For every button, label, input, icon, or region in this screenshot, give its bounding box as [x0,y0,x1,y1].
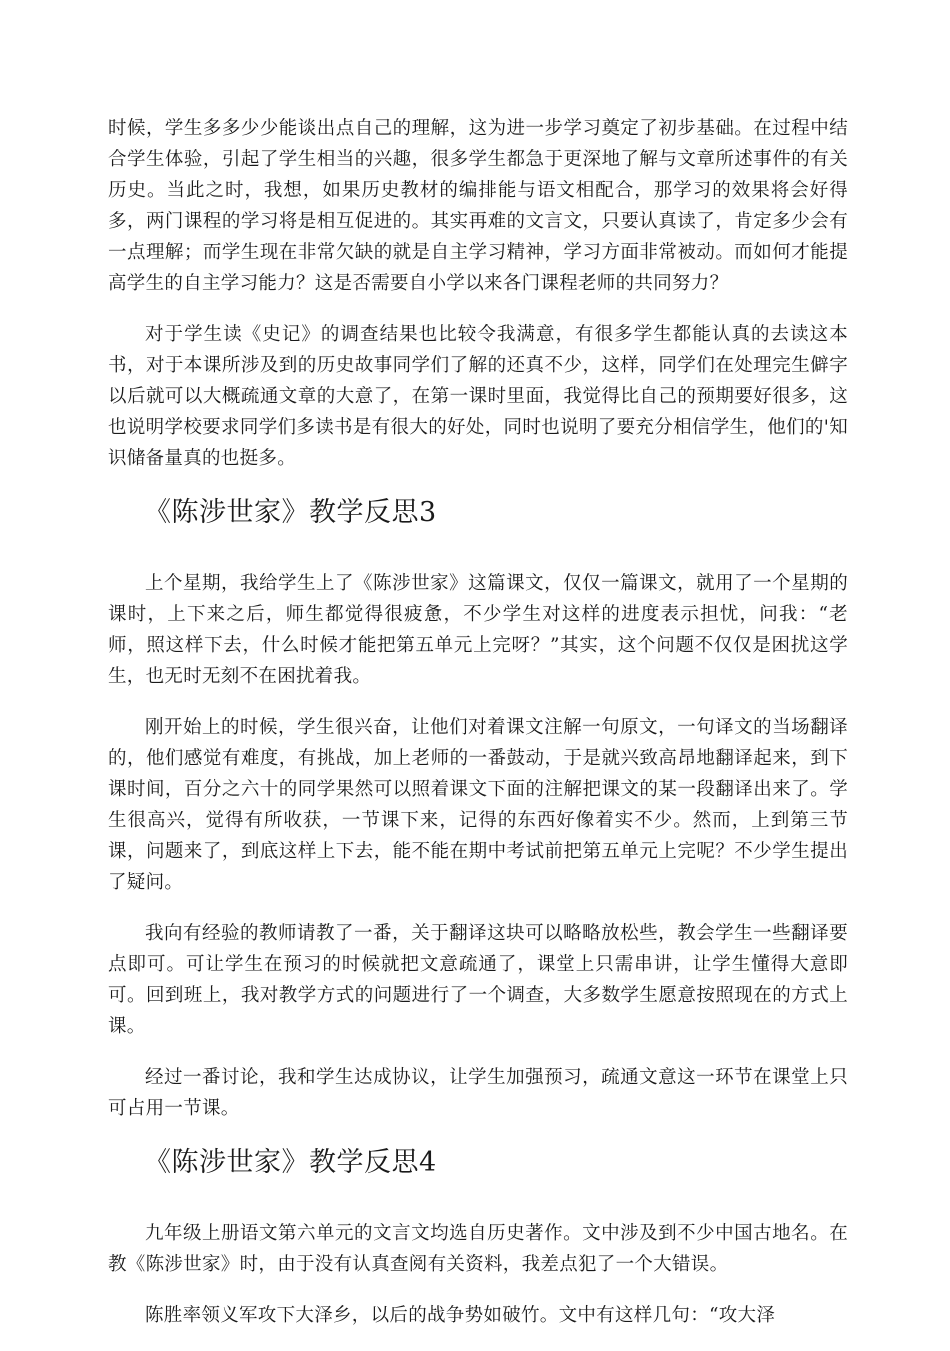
section-4-paragraph-1: 九年级上册语文第六单元的文言文均选自历史著作。文中涉及到不少中国古地名。在教《陈涉世家》时，由于没有认真查阅有关资料，我差点犯了一个大错误。 [108,1223,848,1275]
section-3-heading: 《陈涉世家》教学反思3 [144,497,437,528]
section-4-paragraph-2: 陈胜率领义军攻下大泽乡，以后的战争势如破竹。文中有这样几句：“攻大泽 [145,1305,776,1326]
paragraph-top-1: 时候，学生多多少少能谈出点自己的理解，这为进一步学习奠定了初步基础。在过程中结合学生体验，引起了学生相当的兴趣，很多学生都急于更深地了解与文章所述事件的有关历史。当此之时，我想，如果历史教材的编排能与语文相配合，那学习的效果将会好得多，两门课程的学习将是相互促进的。其实再难的文言文，只要认真读了，肯定多少会有一点理解；而学生现在非常欠缺的就是自主学习精神，学习方面非常被动。而如何才能提高学生的自主学习能力？这是否需要自小学以来各门课程老师的共同努力？ [108,118,848,294]
paragraph-top-2: 对于学生读《史记》的调查结果也比较令我满意，有很多学生都能认真的去读这本书，对于本课所涉及到的历史故事同学们了解的还真不少，这样，同学们在处理完生僻字以后就可以大概疏通文章的大意了，在第一课时里面，我觉得比自己的预期要好很多，这也说明学校要求同学们多读书是有很大的好处，同时也说明了要充分相信学生，他们的'知识储备量真的也挺多。 [108,324,848,469]
section-3-paragraph-4: 经过一番讨论，我和学生达成协议，让学生加强预习，疏通文意这一环节在课堂上只可占用一节课。 [108,1067,848,1119]
section-3-paragraph-2: 刚开始上的时候，学生很兴奋，让他们对着课文注解一句原文，一句译文的当场翻译的，他们感觉有难度，有挑战，加上老师的一番鼓动，于是就兴致高昂地翻译起来，到下课时间，百分之六十的同学果然可以照着课文下面的注解把课文的某一段翻译出来了。学生很高兴，觉得有所收获，一节课下来，记得的东西好像着实不少。然而，上到第三节课，问题来了，到底这样上下去，能不能在期中考试前把第五单元上完呢？不少学生提出了疑问。 [108,717,848,893]
section-3-paragraph-1: 上个星期，我给学生上了《陈涉世家》这篇课文，仅仅一篇课文，就用了一个星期的课时，上下来之后，师生都觉得很疲惫，不少学生对这样的进度表示担忧，问我：“老师，照这样下去，什么时候才能把第五单元上完呀？”其实，这个问题不仅仅是困扰这学生，也无时无刻不在困扰着我。 [108,573,848,687]
document-page [108,113,848,1351]
section-4-heading: 《陈涉世家》教学反思4 [144,1147,437,1178]
section-3-paragraph-3: 我向有经验的教师请教了一番，关于翻译这块可以略略放松些，教会学生一些翻译要点即可。可让学生在预习的时候就把文意疏通了，课堂上只需串讲，让学生懂得大意即可。回到班上，我对教学方式的问题进行了一个调查，大多数学生愿意按照现在的方式上课。 [108,923,848,1037]
